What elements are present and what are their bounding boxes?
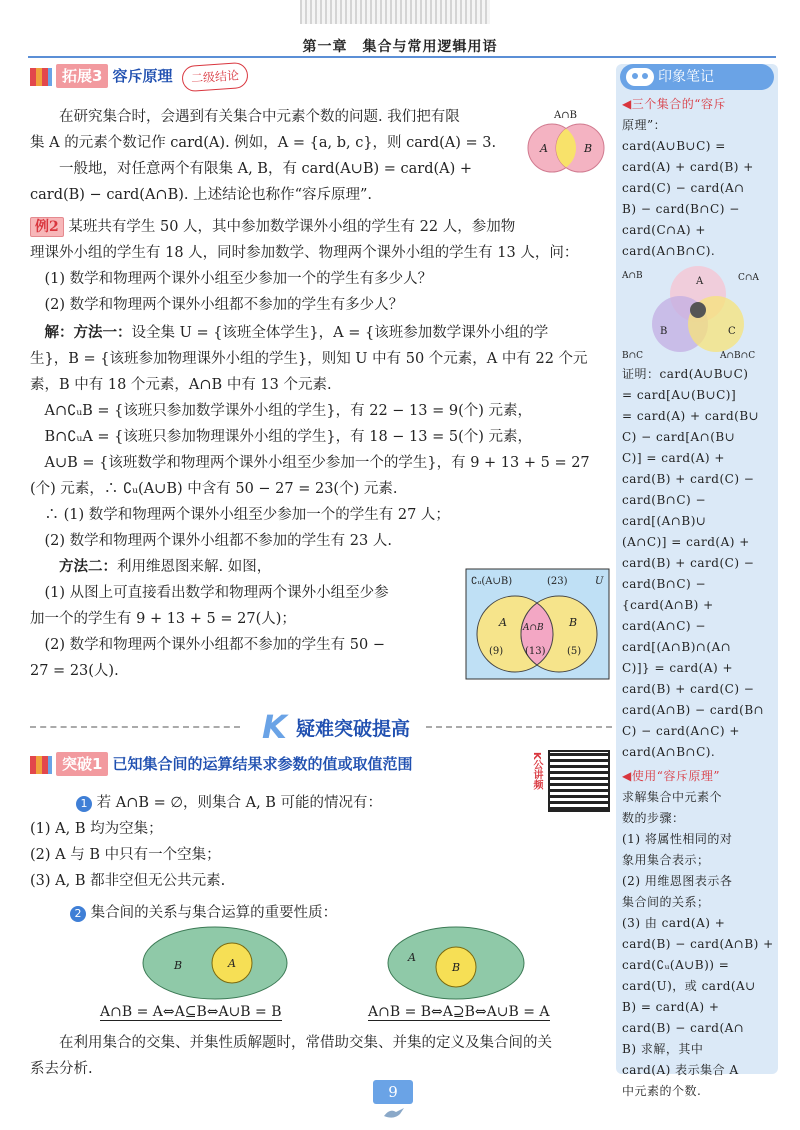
venn-label-a: A (540, 142, 548, 155)
solution-method-2 (30, 554, 460, 684)
section-title: 疑难突破提高 (296, 718, 411, 740)
steps-line: B) = card(A) + (622, 1000, 720, 1014)
note-heading: ◀三个集合的“容斥 (622, 97, 726, 111)
caption-text: A∩B = B⇔A⊇B⇔A∪B = A (368, 1004, 550, 1020)
solution-venn (465, 568, 610, 680)
question-line: 某班共有学生 50 人，其中参加数学课外小组的学生有 22 人，参加物 (68, 219, 516, 235)
proof-line: card(B) + card(C) − (622, 472, 755, 486)
venn-label-c: C (728, 326, 736, 337)
dashed-rule (426, 726, 612, 728)
question-item: (1) 数学和物理两个课外小组至少参加一个的学生有多少人？ (44, 271, 433, 287)
proof-line: C)]} = card(A) + (622, 661, 734, 675)
proof-line: card[(A∩B)∩(A∩ (622, 640, 732, 654)
inner-label: B (452, 961, 461, 974)
paragraph-line: 在利用集合的交集、并集性质解题时，常借助交集、并集的定义及集合间的关 (59, 1035, 552, 1051)
sidebar-steps (622, 766, 774, 1102)
paragraph-line: 系去分析. (30, 1061, 93, 1077)
solution-heading: 解：方法一： (44, 324, 132, 341)
steps-line: card(A) 表示集合 A (622, 1063, 739, 1077)
proof-line: C) − card(A∩C) + (622, 724, 740, 738)
proof-line: card(A∩C) − (622, 619, 706, 633)
dashed-rule (30, 726, 240, 728)
steps-line: (2) 用维恩图表示各 (622, 874, 733, 888)
proof-line: {card(A∩B) + (622, 598, 714, 612)
venn-label-b: B (569, 616, 578, 629)
breakthrough-item-2 (30, 900, 530, 926)
proof-line: card(A∩B) − card(B∩ (622, 703, 765, 717)
venn-label-a: A (499, 616, 507, 629)
solution-line: 利用维恩图来解. 如图， (117, 559, 272, 575)
proof-line: card(B∩C) − (622, 493, 707, 507)
solution-line: 设全集 U = {该班全体学生}，A = {该班参加数学课外小组的学 (131, 325, 549, 341)
item-text: 集合间的关系与集合运算的重要性质： (90, 905, 338, 921)
proof-line: = card[A∪(B∪C)] (622, 388, 737, 402)
list-item: (2) A 与 B 中只有一个空集； (30, 847, 221, 863)
caption-text: A∩B = A⇔A⊆B⇔A∪B = B (100, 1004, 282, 1020)
subset-diagram-1 (140, 925, 290, 1003)
proof-line: 证明：card(A∪B∪C) (622, 367, 749, 381)
qr-code[interactable] (548, 750, 610, 812)
paragraph-line: 在研究集合时，会遇到有关集合中元素个数的问题. 我们把有限 (59, 109, 460, 125)
venn-universe-label: U (595, 576, 604, 587)
number-badge: 1 (76, 796, 92, 812)
solution-line: (2) 数学和物理两个课外小组都不参加的学生有 50 − (44, 637, 385, 653)
venn-label-b: B (660, 326, 668, 337)
venn-label-intersection: A∩B (554, 110, 577, 121)
question-line: 理课外小组的学生有 18 人，同时参加数学、物理两个课外小组的学生有 13 人，问： (30, 245, 579, 261)
solution-method-1 (30, 320, 612, 554)
steps-line: B) 求解，其中 (622, 1042, 704, 1056)
steps-line: card(B) − card(A∩B) + (622, 937, 774, 951)
proof-line: card(A∩B∩C). (622, 745, 716, 759)
video-label: K公讲频 (531, 752, 542, 790)
steps-line: 象用集合表示； (622, 853, 710, 867)
note-line: card(C) − card(A∩ (622, 181, 745, 195)
paragraph-line: card(B) − card(A∩B). 上述结论也称作“容斥原理”. (30, 187, 373, 203)
books-icon (30, 68, 52, 86)
solution-line: (个) 元素，∴ ∁ᵤ(A∪B) 中含有 50 − 27 = 23(个) 元素. (30, 481, 398, 497)
venn-count-b-only: (5) (567, 646, 582, 657)
example-tag: 例2 (30, 217, 64, 237)
venn-label-ca: C∩A (738, 273, 759, 283)
sidebar-title-text: 印象笔记 (658, 69, 714, 85)
paragraph-line: 一般地，对任意两个有限集 A, B，有 card(A∪B) = card(A) + (59, 161, 473, 177)
proof-line: card(B) + card(C) − (622, 682, 755, 696)
breakthrough-footer (30, 1030, 612, 1082)
k-logo: K (262, 708, 287, 746)
proof-line: = card(A) + card(B∪ (622, 409, 760, 423)
steps-line: card(U)，或 card(A∪ (622, 979, 756, 993)
steps-line: card(∁ᵤ(A∪B)) = (622, 958, 730, 972)
steps-line: 集合间的关系； (622, 895, 710, 909)
note-line: B) − card(B∩C) − (622, 202, 740, 216)
venn-complement-label: ∁ᵤ(A∪B) (471, 576, 513, 587)
venn-label-intersection: A∩B (523, 623, 544, 633)
extension-body (30, 104, 520, 208)
note-line: card(A) + card(B) + (622, 160, 754, 174)
breakthrough-item-1 (30, 790, 530, 894)
breakthrough-label: 突破1 (56, 752, 108, 776)
extension-label: 拓展3 (56, 64, 108, 88)
example-question (30, 214, 612, 318)
note-line: 原理”： (622, 118, 667, 132)
venn-count-a-only: (9) (489, 646, 504, 657)
venn-count-both: (13) (525, 646, 546, 657)
subset-diagram-2 (386, 925, 526, 1003)
solution-line: 27 = 23(人). (30, 663, 119, 679)
venn-label-abc: A∩B∩C (720, 351, 756, 361)
extension-title: 容斥原理 (112, 67, 173, 85)
note-line: card(A∪B∪C) = (622, 139, 726, 153)
solution-line: A∪B = {该班数学和物理两个课外小组至少参加一个的学生}，有 9 + 13 + 5 = 27 (44, 455, 590, 471)
extension-heading (30, 64, 610, 88)
solution-line: B∩∁ᵤA = {该班只参加物理课外小组的学生}，有 18 − 13 = 5(个) 元素， (44, 429, 532, 445)
breakthrough-title: 已知集合间的运算结果求参数的值或取值范围 (112, 755, 413, 773)
two-set-venn (522, 104, 612, 176)
page-number: 9 (373, 1080, 413, 1104)
steps-heading: ◀使用“容斥原理” (622, 769, 720, 783)
venn-label-b: B (584, 142, 593, 155)
proof-line: card[(A∩B)∪ (622, 514, 707, 528)
steps-line: (1) 将属性相同的对 (622, 832, 733, 846)
proof-line: C) − card[A∩(B∪ (622, 430, 736, 444)
header-rule (28, 56, 776, 58)
solution-line: A∩∁ᵤB = {该班只参加数学课外小组的学生}，有 22 − 13 = 9(个) 元素， (44, 403, 532, 419)
solution-line: 素，B 中有 18 个元素，A∩B 中有 13 个元素. (30, 377, 332, 393)
sidebar-formula (622, 94, 774, 262)
venn-label-ab: A∩B (622, 271, 643, 281)
venn-complement-count: (23) (547, 576, 568, 587)
solution-line: 加一个的学生有 9 + 13 + 5 = 27(人)； (30, 611, 296, 627)
note-line: card(A∩B∩C). (622, 244, 716, 258)
subset-caption-1 (100, 1004, 330, 1020)
section-divider (30, 708, 612, 748)
solution-heading: 方法二： (59, 558, 117, 575)
elephant-icon (626, 68, 654, 86)
question-item: (2) 数学和物理两个课外小组都不参加的学生有多少人？ (44, 297, 404, 313)
item-text: 若 A∩B = ∅，则集合 A, B 可能的情况有： (96, 795, 383, 811)
sidebar-proof (622, 364, 774, 763)
sidebar-title (620, 64, 774, 90)
venn-label-bc: B∩C (622, 351, 644, 361)
header-decoration (300, 0, 490, 24)
books-icon (30, 756, 52, 774)
chapter-title: 第一章 集合与常用逻辑用语 (302, 39, 498, 55)
three-set-venn (620, 262, 776, 362)
paragraph-line: 集 A 的元素个数记作 card(A). 例如，A = {a, b, c}，则 card(A) = 3. (30, 135, 497, 151)
solution-line: (1) 从图上可直接看出数学和物理两个课外小组至少参 (44, 585, 389, 601)
bird-icon (382, 1106, 406, 1120)
proof-line: card(B) + card(C) − (622, 556, 755, 570)
conclusion-stamp: 二级结论 (182, 62, 250, 93)
steps-line: card(B) − card(A∩ (622, 1021, 745, 1035)
solution-line: ∴ (1) 数学和物理两个课外小组至少参加一个的学生有 27 人； (44, 507, 450, 523)
proof-line: (A∩C)] = card(A) + (622, 535, 750, 549)
list-item: (1) A, B 均为空集； (30, 821, 163, 837)
outer-label: A (408, 951, 416, 964)
inner-label: A (228, 957, 236, 970)
steps-line: (3) 由 card(A) + (622, 916, 726, 930)
solution-line: 生}，B = {该班参加物理课外小组的学生}，则知 U 中有 50 个元素，A 中有 22 个元 (30, 351, 588, 367)
outer-label: B (174, 959, 183, 972)
subset-caption-2 (368, 1004, 598, 1020)
proof-line: card(B∩C) − (622, 577, 707, 591)
steps-line: 中元素的个数. (622, 1084, 702, 1098)
venn-label-a: A (696, 276, 704, 287)
steps-line: 求解集合中元素个 (622, 790, 723, 804)
proof-line: C)] = card(A) + (622, 451, 725, 465)
breakthrough-heading (30, 752, 530, 776)
solution-line: (2) 数学和物理两个课外小组都不参加的学生有 23 人. (44, 533, 392, 549)
note-line: card(C∩A) + (622, 223, 706, 237)
steps-line: 数的步骤： (622, 811, 685, 825)
list-item: (3) A, B 都非空但无公共元素. (30, 873, 226, 889)
number-badge: 2 (70, 906, 86, 922)
